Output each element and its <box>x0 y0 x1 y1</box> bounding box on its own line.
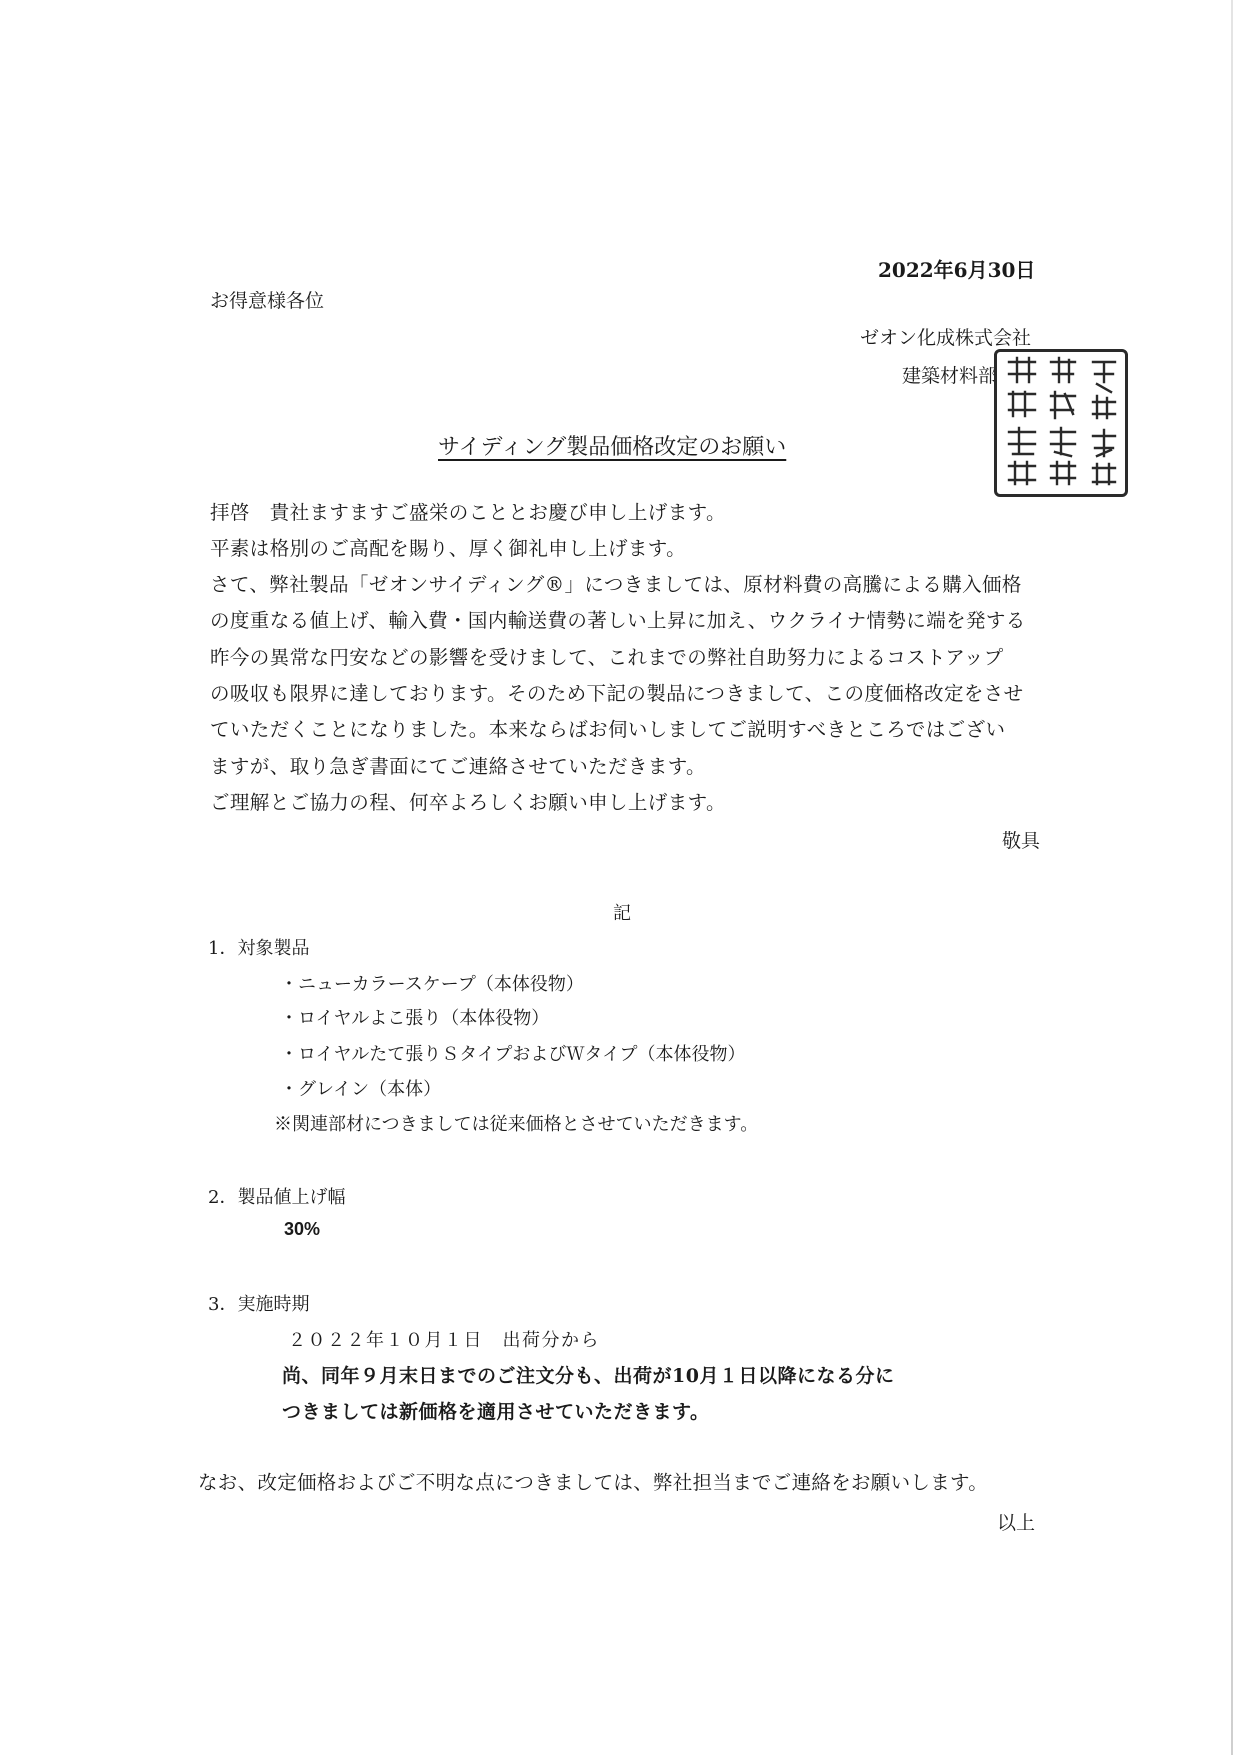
product-item: ・ロイヤルよこ張り（本体役物） <box>280 1008 550 1029</box>
related-parts-note: ※関連部材につきましては従来価格とさせていただきます。 <box>274 1114 759 1135</box>
seal-glyphs <box>997 352 1125 494</box>
timing-note-line: つきましては新価格を適用させていただきます。 <box>282 1401 710 1423</box>
product-item: ・ロイヤルたて張りＳタイプおよびＷタイプ（本体役物） <box>280 1044 746 1065</box>
body-line: 昨今の異常な円安などの影響を受けまして、これまでの弊社自助努力によるコストアップ <box>210 646 1004 669</box>
scan-edge-line <box>1231 0 1233 1755</box>
body-line: ますが、取り急ぎ書面にてご連絡させていただきます。 <box>210 755 706 778</box>
section-heading-products: 1．対象製品 <box>208 938 310 959</box>
body-line: の度重なる値上げ、輸入費・国内輸送費の著しい上昇に加え、ウクライナ情勢に端を発する <box>210 609 1026 632</box>
body-line: ていただくことになりました。本来ならばお伺いしましてご説明すべきところではござい <box>210 718 1006 741</box>
closing-keigu: 敬具 <box>1002 830 1041 852</box>
letter-date: 2022年6月30日 <box>878 258 1036 282</box>
timing-note-line: 尚、同年９月末日までのご注文分も、出荷が10月１日以降になる分に <box>282 1365 895 1387</box>
sender-company: ゼオン化成株式会社 <box>860 327 1032 349</box>
section-heading-timing: 3．実施時期 <box>208 1294 310 1315</box>
body-line: さて、弊社製品「ゼオンサイディング®」につきましては、原材料費の高騰による購入価格 <box>210 573 1022 596</box>
increase-percentage: 30% <box>284 1219 321 1239</box>
body-line: の吸収も限界に達しております。そのため下記の製品につきまして、この度価格改定をさせ <box>210 682 1024 705</box>
body-line: 拝啓 貴社ますますご盛栄のこととお慶び申し上げます。 <box>210 501 726 524</box>
section-heading-increase: 2．製品値上げ幅 <box>208 1187 346 1208</box>
closing-ijo: 以上 <box>997 1512 1036 1534</box>
body-line: 平素は格別のご高配を賜り、厚く御礼申し上げます。 <box>210 537 687 560</box>
addressee: お得意様各位 <box>210 290 325 312</box>
product-item: ・グレイン（本体） <box>280 1079 442 1100</box>
implementation-date: ２０２２年１０月１日 出荷分から <box>288 1330 600 1351</box>
contact-note: なお、改定価格およびご不明な点につきましては、弊社担当までご連絡をお願いします。 <box>198 1471 989 1494</box>
document-title: サイディング製品価格改定のお願い <box>438 435 787 460</box>
ki-heading: 記 <box>613 903 631 924</box>
company-seal-stamp <box>994 349 1128 497</box>
body-line: ご理解とご協力の程、何卒よろしくお願い申し上げます。 <box>210 791 726 814</box>
product-item: ・ニューカラースケープ（本体役物） <box>280 974 584 995</box>
sender-department: 建築材料部 <box>902 365 998 387</box>
